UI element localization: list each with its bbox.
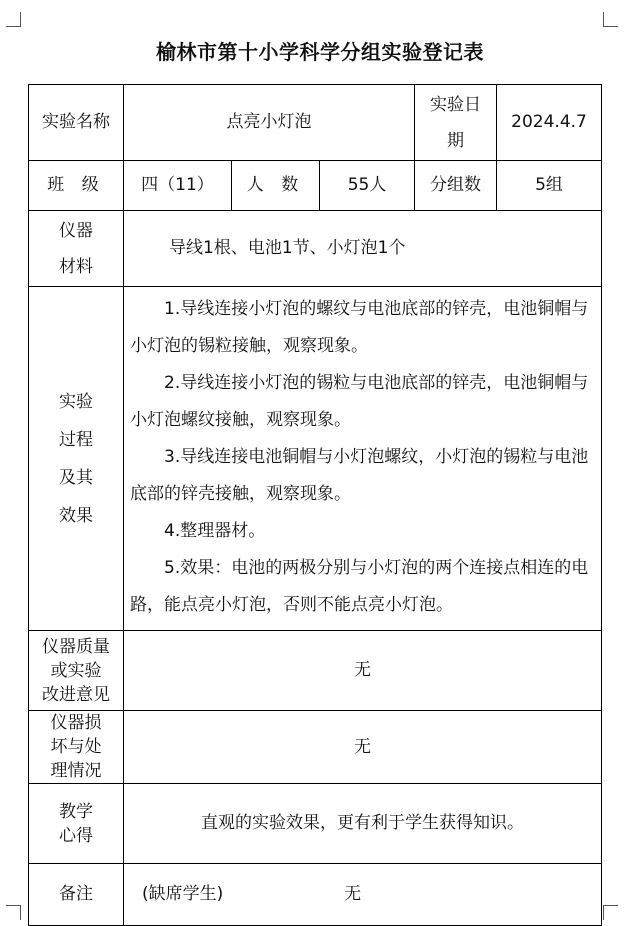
- absent-students-value: 无: [344, 884, 362, 905]
- process-step: 3.导线连接电池铜帽与小灯泡螺纹，小灯泡的锡粒与电池底部的锌壳接触，观察现象。: [130, 447, 589, 504]
- improvement-value: 无: [124, 631, 602, 711]
- experiment-name-value: 点亮小灯泡: [124, 85, 415, 161]
- document-title: 榆林市第十小学科学分组实验登记表: [156, 40, 484, 64]
- table-row-experiment-name: [29, 85, 602, 161]
- improvement-label: 仪器质量 或实验 改进意见: [29, 631, 124, 711]
- class-label: 班 级: [29, 161, 124, 211]
- table-row-remarks: [29, 864, 602, 926]
- process-step: 4.整理器材。: [164, 521, 266, 541]
- table-row-damage: [29, 711, 602, 784]
- process-steps: [124, 287, 602, 631]
- crop-mark-bottom-left: [6, 905, 21, 920]
- experiment-name-label: 实验名称: [29, 85, 124, 161]
- experiment-date-value: 2024.4.7: [497, 85, 602, 161]
- table-row-materials: [29, 211, 602, 287]
- process-step: 2.导线连接小灯泡的锡粒与电池底部的锌壳，电池铜帽与小灯泡螺纹接触，观察现象。: [130, 373, 589, 430]
- class-value: 四（11）: [124, 161, 232, 211]
- materials-value: 导线1根、电池1节、小灯泡1个: [124, 211, 602, 287]
- table-row-teaching-notes: [29, 784, 602, 864]
- crop-mark-top-right: [603, 12, 618, 27]
- teaching-notes-label: 教学 心得: [29, 784, 124, 864]
- experiment-date-label: 实验日 期: [415, 85, 497, 161]
- group-count-label: 分组数: [415, 161, 497, 211]
- damage-label: 仪器损 坏与处 理情况: [29, 711, 124, 784]
- absent-students-label: (缺席学生): [142, 884, 224, 905]
- process-label: 实验 过程 及其 效果: [29, 287, 124, 631]
- group-count-value: 5组: [497, 161, 602, 211]
- materials-label: 仪器 材料: [29, 211, 124, 287]
- damage-value: 无: [124, 711, 602, 784]
- registration-table: [28, 84, 602, 926]
- table-row-process: [29, 287, 602, 631]
- student-count-value: 55人: [320, 161, 415, 211]
- remarks-value: [124, 864, 602, 926]
- table-row-improvement: [29, 631, 602, 711]
- remarks-label: 备注: [29, 864, 124, 926]
- student-count-label: 人 数: [232, 161, 320, 211]
- crop-mark-top-left: [6, 12, 21, 27]
- process-step: 1.导线连接小灯泡的螺纹与电池底部的锌壳，电池铜帽与小灯泡的锡粒接触，观察现象。: [130, 299, 589, 356]
- process-step: 5.效果：电池的两极分别与小灯泡的两个连接点相连的电路，能点亮小灯泡，否则不能点亮小灯泡。: [130, 558, 589, 615]
- table-row-class-info: [29, 161, 602, 211]
- crop-mark-bottom-right: [603, 905, 618, 920]
- teaching-notes-value: 直观的实验效果，更有利于学生获得知识。: [124, 784, 602, 864]
